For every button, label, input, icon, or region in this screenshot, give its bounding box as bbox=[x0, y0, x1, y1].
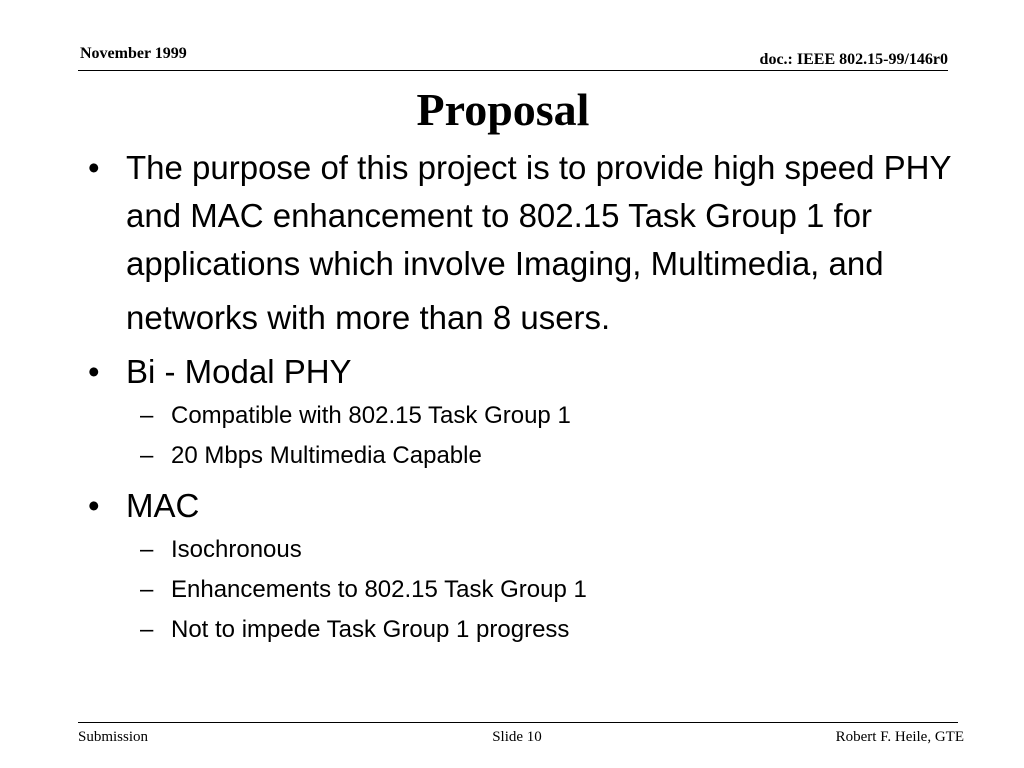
header-date: November 1999 bbox=[80, 45, 187, 62]
dash-glyph: – bbox=[140, 442, 154, 469]
sub-bullet-text: Not to impede Task Group 1 progress bbox=[171, 616, 570, 643]
footer-divider bbox=[78, 722, 958, 723]
sub-bullet-text: Isochronous bbox=[171, 536, 302, 563]
bullet-item-phy bbox=[88, 348, 968, 396]
bullet-item-mac bbox=[88, 482, 968, 530]
sub-bullet-text: Compatible with 802.15 Task Group 1 bbox=[171, 402, 571, 429]
dash-glyph: – bbox=[140, 536, 154, 563]
bullet-glyph: • bbox=[88, 353, 100, 390]
sub-bullet-item bbox=[88, 396, 968, 436]
sub-bullet-item bbox=[88, 530, 968, 570]
slide-number: Slide 10 bbox=[492, 729, 542, 745]
bullet-glyph: • bbox=[88, 487, 100, 524]
bullet-list bbox=[88, 144, 968, 650]
bullet-glyph: • bbox=[88, 149, 100, 186]
sub-bullet-text: Enhancements to 802.15 Task Group 1 bbox=[171, 576, 587, 603]
sub-bullet-item bbox=[88, 570, 968, 610]
dash-glyph: – bbox=[140, 402, 154, 429]
header-divider bbox=[78, 70, 948, 71]
document-id: doc.: IEEE 802.15-99/146r0 bbox=[759, 51, 948, 68]
bullet-text: Bi - Modal PHY bbox=[126, 353, 352, 390]
bullet-text: MAC bbox=[126, 487, 200, 524]
bullet-text: The purpose of this project is to provide high speed PHY and MAC enhancement to 802.15 Task Group 1 for applications which involve Imaging, Multimedia, and networks with more bbox=[126, 149, 951, 336]
slide-title: Proposal bbox=[416, 84, 590, 135]
dash-glyph: – bbox=[140, 616, 154, 643]
sub-bullet-text: 20 Mbps Multimedia Capable bbox=[171, 442, 482, 469]
sub-bullet-item bbox=[88, 436, 968, 476]
sub-bullet-item bbox=[88, 610, 968, 650]
footer-submission: Submission bbox=[78, 729, 149, 745]
bullet-text-tail: than 8 users. bbox=[419, 299, 611, 336]
bullet-item-purpose bbox=[88, 144, 968, 342]
footer-author: Robert F. Heile, GTE bbox=[835, 729, 964, 745]
dash-glyph: – bbox=[140, 576, 154, 603]
